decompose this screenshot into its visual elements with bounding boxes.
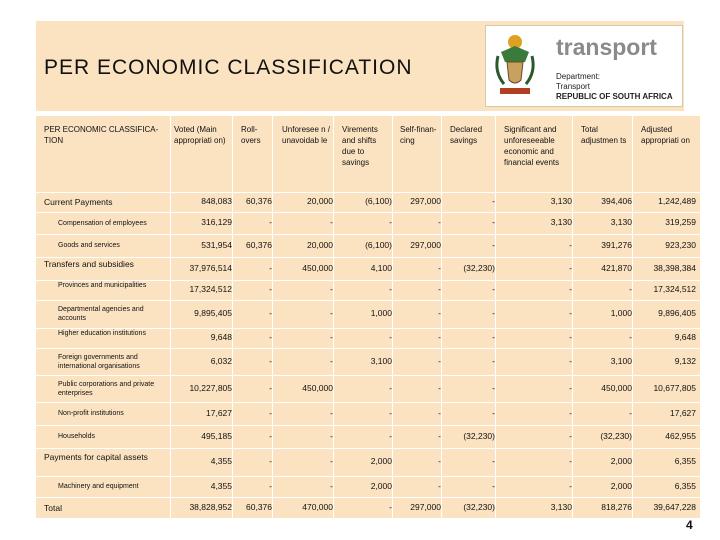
table-cell: 17,627: [670, 408, 696, 418]
department-logo: [485, 25, 683, 107]
table-cell: 450,000: [302, 263, 333, 273]
table-cell: 297,000: [410, 240, 441, 250]
dept-line: Transport: [556, 82, 590, 91]
table-cell: -: [438, 356, 441, 366]
table-cell: -: [330, 481, 333, 491]
table-cell: (32,230): [463, 263, 495, 273]
column-header: Virements and shifts due to savings: [342, 125, 378, 167]
column-divider: [392, 116, 393, 518]
column-header: Self-finan-cing: [400, 125, 437, 145]
row-divider: [36, 257, 700, 258]
table-cell: 848,083: [201, 196, 232, 206]
table-cell: -: [269, 481, 272, 491]
coat-of-arms-icon: [492, 32, 538, 100]
table-cell: -: [492, 456, 495, 466]
table-cell: 2,000: [370, 456, 392, 466]
table-cell: -: [330, 284, 333, 294]
table-cell: -: [629, 408, 632, 418]
table-cell: -: [438, 481, 441, 491]
column-header: Adjusted appropriati on: [641, 125, 690, 145]
table-cell: -: [492, 217, 495, 227]
column-divider: [632, 116, 633, 518]
table-cell: 9,896,405: [658, 308, 696, 318]
table-cell: (32,230): [463, 502, 495, 512]
table-cell: 17,627: [206, 408, 232, 418]
table-cell: -: [389, 431, 392, 441]
table-cell: -: [438, 431, 441, 441]
brand-wordmark: transport: [556, 34, 657, 60]
table-cell: -: [269, 431, 272, 441]
table-cell: -: [269, 383, 272, 393]
row-divider: [36, 425, 700, 426]
table-cell: -: [569, 383, 572, 393]
table-cell: -: [438, 408, 441, 418]
table-cell: -: [569, 431, 572, 441]
table-cell: -: [269, 456, 272, 466]
table-cell: -: [389, 502, 392, 512]
table-cell: -: [438, 383, 441, 393]
table-cell: -: [330, 356, 333, 366]
table-cell: -: [569, 356, 572, 366]
table-cell: 3,130: [550, 502, 572, 512]
row-label: Goods and services: [58, 242, 120, 249]
table-cell: 6,355: [674, 456, 696, 466]
table-cell: -: [438, 217, 441, 227]
table-cell: -: [438, 332, 441, 342]
table-cell: 60,376: [246, 196, 272, 206]
table-cell: 3,100: [370, 356, 392, 366]
table-cell: 38,398,384: [653, 263, 696, 273]
table-cell: 391,276: [601, 240, 632, 250]
column-header: Declared savings: [450, 125, 483, 145]
table-cell: 1,242,489: [658, 196, 696, 206]
table-cell: -: [492, 240, 495, 250]
table-cell: 10,227,805: [189, 383, 232, 393]
row-divider: [36, 476, 700, 477]
table-cell: -: [389, 284, 392, 294]
row-label: Total: [44, 503, 62, 513]
table-cell: 6,355: [674, 481, 696, 491]
table-cell: (32,230): [463, 431, 495, 441]
table-cell: -: [492, 308, 495, 318]
table-cell: (6,100): [365, 240, 392, 250]
table-cell: -: [492, 196, 495, 206]
row-divider: [36, 234, 700, 235]
column-header: Total adjustmen ts: [581, 125, 627, 145]
table-cell: 495,185: [201, 431, 232, 441]
table-cell: 4,355: [210, 481, 232, 491]
table-cell: 3,130: [550, 196, 572, 206]
table-cell: -: [438, 308, 441, 318]
column-header: Voted (Main appropriati on): [174, 125, 226, 145]
table-cell: 462,955: [665, 431, 696, 441]
department-name: [556, 72, 673, 102]
table-cell: -: [269, 332, 272, 342]
table-cell: 421,870: [601, 263, 632, 273]
table-cell: -: [330, 431, 333, 441]
table-cell: -: [492, 383, 495, 393]
table-cell: -: [569, 481, 572, 491]
table-cell: -: [492, 408, 495, 418]
row-divider: [36, 192, 700, 193]
table-cell: -: [569, 332, 572, 342]
table-cell: 2,000: [610, 481, 632, 491]
table-cell: -: [569, 284, 572, 294]
row-label: Non-profit institutions: [58, 410, 124, 417]
column-header: Unforesee n / unavoidab le: [282, 125, 331, 145]
table-cell: (6,100): [365, 196, 392, 206]
table-cell: -: [569, 263, 572, 273]
table-cell: -: [438, 263, 441, 273]
row-label: Households: [58, 433, 95, 440]
table-cell: -: [330, 408, 333, 418]
table-cell: 2,000: [610, 456, 632, 466]
table-cell: -: [269, 263, 272, 273]
table-cell: 1,000: [610, 308, 632, 318]
table-cell: -: [269, 356, 272, 366]
row-label: Provinces and municipalities: [58, 282, 147, 289]
table-cell: 4,355: [210, 456, 232, 466]
table-cell: -: [269, 308, 272, 318]
table-cell: 20,000: [307, 240, 333, 250]
dept-line: REPUBLIC OF SOUTH AFRICA: [556, 92, 673, 101]
table-cell: -: [629, 332, 632, 342]
table-cell: 297,000: [410, 502, 441, 512]
table-cell: -: [389, 408, 392, 418]
table-cell: -: [569, 240, 572, 250]
table-cell: 9,895,405: [194, 308, 232, 318]
row-label: Machinery and equipment: [58, 483, 139, 490]
table-cell: -: [438, 284, 441, 294]
table-cell: 1,000: [370, 308, 392, 318]
column-divider: [572, 116, 573, 518]
table-cell: 531,954: [201, 240, 232, 250]
table-cell: 20,000: [307, 196, 333, 206]
row-label: Foreign governments and international organisations: [58, 354, 140, 370]
column-divider: [495, 116, 496, 518]
table-cell: -: [389, 332, 392, 342]
row-divider: [36, 448, 700, 449]
column-divider: [232, 116, 233, 518]
table-cell: 470,000: [302, 502, 333, 512]
column-header: PER ECONOMIC CLASSIFICA-TION: [44, 125, 159, 145]
table-cell: -: [492, 481, 495, 491]
table-cell: 60,376: [246, 502, 272, 512]
row-divider: [36, 348, 700, 349]
table-cell: -: [492, 284, 495, 294]
table-cell: 10,677,805: [653, 383, 696, 393]
table-cell: -: [629, 284, 632, 294]
column-divider: [333, 116, 334, 518]
table-cell: -: [330, 217, 333, 227]
table-cell: -: [438, 456, 441, 466]
table-cell: 3,100: [610, 356, 632, 366]
table-cell: 60,376: [246, 240, 272, 250]
table-cell: -: [269, 284, 272, 294]
table-cell: 9,648: [210, 332, 232, 342]
column-header: Roll-overs: [241, 125, 261, 145]
table-cell: 297,000: [410, 196, 441, 206]
column-divider: [272, 116, 273, 518]
table-cell: 17,324,512: [653, 284, 696, 294]
row-label: Compensation of employees: [58, 220, 147, 227]
table-cell: (32,230): [600, 431, 632, 441]
row-divider: [36, 497, 700, 498]
table-cell: -: [389, 217, 392, 227]
table-cell: 37,976,514: [189, 263, 232, 273]
row-label: Transfers and subsidies: [44, 259, 134, 269]
table-cell: 450,000: [302, 383, 333, 393]
table-cell: 38,828,952: [189, 502, 232, 512]
table-cell: -: [492, 356, 495, 366]
row-label: Departmental agencies and accounts: [58, 306, 144, 322]
row-divider: [36, 375, 700, 376]
table-cell: -: [330, 332, 333, 342]
table-cell: 9,648: [674, 332, 696, 342]
table-cell: -: [492, 332, 495, 342]
table-cell: 3,130: [610, 217, 632, 227]
row-divider: [36, 212, 700, 213]
table-cell: 319,259: [665, 217, 696, 227]
page-number: 4: [686, 518, 693, 532]
table-cell: 316,129: [201, 217, 232, 227]
row-label: Current Payments: [44, 197, 113, 207]
table-cell: 6,032: [210, 356, 232, 366]
table-cell: -: [330, 456, 333, 466]
row-label: Higher education institutions: [58, 330, 146, 337]
row-divider: [36, 300, 700, 301]
dept-line: Department:: [556, 72, 601, 81]
table-cell: -: [269, 217, 272, 227]
row-divider: [36, 402, 700, 403]
table-cell: -: [569, 408, 572, 418]
column-header: Significant and unforeseeable economic and financial events: [504, 125, 560, 167]
table-cell: 17,324,512: [189, 284, 232, 294]
table-cell: 450,000: [601, 383, 632, 393]
table-cell: 818,276: [601, 502, 632, 512]
table-cell: -: [569, 308, 572, 318]
table-cell: 3,130: [550, 217, 572, 227]
row-label: Public corporations and private enterprises: [58, 381, 155, 397]
table-cell: -: [269, 408, 272, 418]
table-cell: 4,100: [370, 263, 392, 273]
page-title: PER ECONOMIC CLASSIFICATION: [44, 56, 413, 79]
table-cell: 2,000: [370, 481, 392, 491]
table-cell: 394,406: [601, 196, 632, 206]
table-cell: -: [389, 383, 392, 393]
table-cell: 923,230: [665, 240, 696, 250]
table-cell: 9,132: [674, 356, 696, 366]
table-cell: 39,647,228: [653, 502, 696, 512]
table-cell: -: [330, 308, 333, 318]
column-divider: [441, 116, 442, 518]
row-label: Payments for capital assets: [44, 452, 148, 462]
table-cell: -: [569, 456, 572, 466]
